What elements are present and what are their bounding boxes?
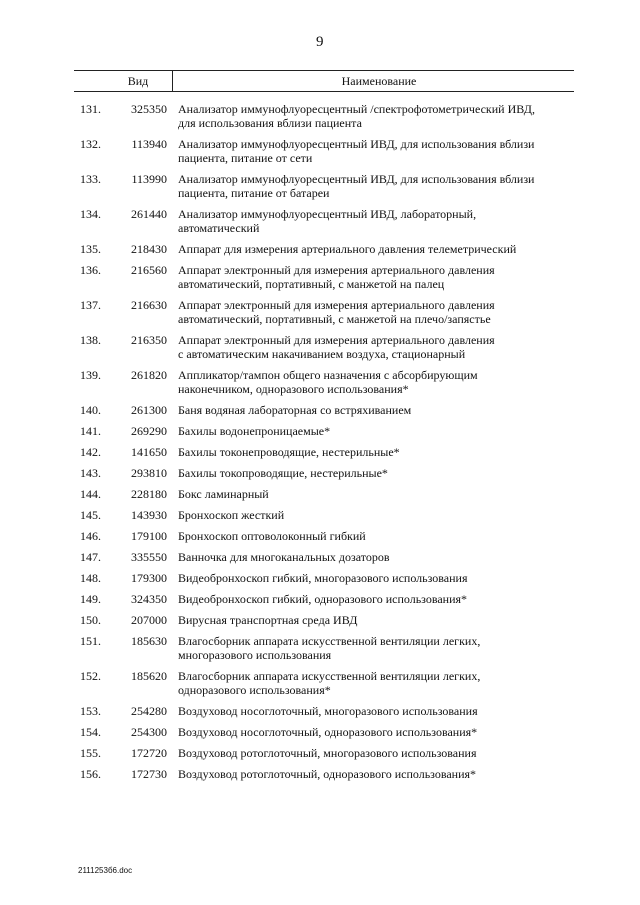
row-code: 216350	[131, 333, 167, 347]
row-name	[178, 669, 573, 697]
row-name	[178, 725, 573, 739]
row-name-line: автоматический, портативный, с манжетой на палец	[178, 277, 445, 291]
row-name-line: Анализатор иммунофлуоресцентный /спектрофотометрический ИВД,	[178, 102, 535, 116]
row-code: 185620	[131, 669, 167, 683]
row-name-line: Аппарат электронный для измерения артериального давления	[178, 298, 495, 312]
row-name-line: Бронхоскоп жесткий	[178, 508, 285, 522]
row-name	[178, 550, 573, 564]
table-header	[74, 70, 574, 92]
row-number: 141.	[80, 424, 101, 438]
row-number: 152.	[80, 669, 101, 683]
row-name-line: Видеобронхоскоп гибкий, многоразового использования	[178, 571, 468, 585]
row-name	[178, 172, 573, 200]
page-number: 9	[316, 34, 324, 50]
table-row	[0, 704, 640, 725]
row-code: 261440	[131, 207, 167, 221]
row-code: 324350	[131, 592, 167, 606]
row-name-line: Анализатор иммунофлуоресцентный ИВД, для использования вблизи	[178, 137, 535, 151]
table-row	[0, 403, 640, 424]
row-name-line: пациента, питание от сети	[178, 151, 313, 165]
row-number: 134.	[80, 207, 101, 221]
row-number: 155.	[80, 746, 101, 760]
table-row	[0, 487, 640, 508]
row-number: 133.	[80, 172, 101, 186]
row-name	[178, 207, 573, 235]
row-number: 149.	[80, 592, 101, 606]
row-code: 335550	[131, 550, 167, 564]
row-code: 207000	[131, 613, 167, 627]
row-code: 216560	[131, 263, 167, 277]
row-name-line: для использования вблизи пациента	[178, 116, 362, 130]
row-name-line: пациента, питание от батареи	[178, 186, 330, 200]
table-body	[0, 102, 640, 788]
row-code: 228180	[131, 487, 167, 501]
row-number: 156.	[80, 767, 101, 781]
row-name	[178, 333, 573, 361]
row-name	[178, 746, 573, 760]
row-name	[178, 368, 573, 396]
row-name-line: Бокс ламинарный	[178, 487, 269, 501]
table-row	[0, 368, 640, 403]
row-name-line: Бронхоскоп оптоволоконный гибкий	[178, 529, 366, 543]
row-code: 254300	[131, 725, 167, 739]
row-name	[178, 137, 573, 165]
table-row	[0, 592, 640, 613]
row-name-line: многоразового использования	[178, 648, 332, 662]
row-name	[178, 487, 573, 501]
row-name	[178, 634, 573, 662]
row-code: 254280	[131, 704, 167, 718]
row-number: 140.	[80, 403, 101, 417]
row-number: 138.	[80, 333, 101, 347]
table-row	[0, 669, 640, 704]
row-name	[178, 298, 573, 326]
table-row	[0, 172, 640, 207]
table-row	[0, 767, 640, 788]
table-row	[0, 445, 640, 466]
row-number: 154.	[80, 725, 101, 739]
table-row	[0, 466, 640, 487]
row-name-line: Аппарат электронный для измерения артериального давления	[178, 333, 495, 347]
row-name-line: Бахилы водонепроницаемые*	[178, 424, 331, 438]
row-name-line: с автоматическим накачиванием воздуха, стационарный	[178, 347, 466, 361]
row-name	[178, 242, 573, 256]
row-code: 261820	[131, 368, 167, 382]
row-name-line: Аппарат для измерения артериального давления телеметрический	[178, 242, 517, 256]
row-name	[178, 466, 573, 480]
header-divider	[172, 71, 173, 91]
row-number: 139.	[80, 368, 101, 382]
row-name-line: автоматический	[178, 221, 260, 235]
header-vid: Вид	[127, 74, 149, 88]
row-name-line: наконечником, одноразового использования*	[178, 382, 409, 396]
table-row	[0, 746, 640, 767]
row-name-line: Воздуховод ротоглоточный, одноразового использования*	[178, 767, 477, 781]
row-code: 172730	[131, 767, 167, 781]
row-number: 143.	[80, 466, 101, 480]
row-number: 142.	[80, 445, 101, 459]
row-name	[178, 571, 573, 585]
row-number: 146.	[80, 529, 101, 543]
table-row	[0, 207, 640, 242]
row-name-line: автоматический, портативный, с манжетой на плечо/запястье	[178, 312, 491, 326]
row-code: 143930	[131, 508, 167, 522]
table-row	[0, 263, 640, 298]
table-row	[0, 550, 640, 571]
row-number: 145.	[80, 508, 101, 522]
table-row	[0, 508, 640, 529]
row-name	[178, 704, 573, 718]
row-number: 150.	[80, 613, 101, 627]
row-name-line: Вирусная транспортная среда ИВД	[178, 613, 358, 627]
table-row	[0, 298, 640, 333]
row-name-line: Баня водяная лабораторная со встряхиванием	[178, 403, 412, 417]
table-row	[0, 102, 640, 137]
header-name: Наименование	[341, 74, 417, 88]
row-name-line: Аппарат электронный для измерения артериального давления	[178, 263, 495, 277]
row-code: 293810	[131, 466, 167, 480]
row-name	[178, 445, 573, 459]
row-name	[178, 613, 573, 627]
row-name-line: Анализатор иммунофлуоресцентный ИВД, для использования вблизи	[178, 172, 535, 186]
table-row	[0, 725, 640, 746]
row-code: 185630	[131, 634, 167, 648]
row-code: 113990	[131, 172, 167, 186]
row-name-line: Бахилы токонепроводящие, нестерильные*	[178, 445, 400, 459]
row-number: 147.	[80, 550, 101, 564]
row-code: 113940	[131, 137, 167, 151]
row-number: 151.	[80, 634, 101, 648]
row-number: 144.	[80, 487, 101, 501]
row-name	[178, 102, 573, 130]
row-number: 135.	[80, 242, 101, 256]
table-row	[0, 634, 640, 669]
row-code: 179300	[131, 571, 167, 585]
row-name-line: Влагосборник аппарата искусственной вентиляции легких,	[178, 669, 481, 683]
row-number: 137.	[80, 298, 101, 312]
row-name	[178, 263, 573, 291]
row-code: 216630	[131, 298, 167, 312]
table-row	[0, 613, 640, 634]
row-number: 136.	[80, 263, 101, 277]
row-name-line: Аппликатор/тампон общего назначения с абсорбирующим	[178, 368, 478, 382]
row-code: 269290	[131, 424, 167, 438]
row-name	[178, 424, 573, 438]
row-number: 148.	[80, 571, 101, 585]
row-name-line: Воздуховод ротоглоточный, многоразового использования	[178, 746, 477, 760]
row-name-line: Воздуховод носоглоточный, многоразового использования	[178, 704, 478, 718]
row-name	[178, 403, 573, 417]
row-code: 179100	[131, 529, 167, 543]
table-row	[0, 242, 640, 263]
table-row	[0, 529, 640, 550]
row-name-line: Бахилы токопроводящие, нестерильные*	[178, 466, 388, 480]
row-name-line: Ванночка для многоканальных дозаторов	[178, 550, 390, 564]
row-code: 141650	[131, 445, 167, 459]
table-row	[0, 571, 640, 592]
row-name	[178, 767, 573, 781]
table-row	[0, 424, 640, 445]
table-row	[0, 333, 640, 368]
document-filename: 2111253б6.doc	[78, 866, 133, 875]
table-row	[0, 137, 640, 172]
row-name-line: одноразового использования*	[178, 683, 331, 697]
row-number: 132.	[80, 137, 101, 151]
row-name-line: Видеобронхоскоп гибкий, одноразового использования*	[178, 592, 468, 606]
row-name	[178, 529, 573, 543]
row-name-line: Анализатор иммунофлуоресцентный ИВД, лабораторный,	[178, 207, 477, 221]
row-name-line: Воздуховод носоглоточный, одноразового использования*	[178, 725, 478, 739]
row-name	[178, 508, 573, 522]
row-number: 131.	[80, 102, 101, 116]
row-code: 261300	[131, 403, 167, 417]
row-code: 218430	[131, 242, 167, 256]
row-name	[178, 592, 573, 606]
row-name-line: Влагосборник аппарата искусственной вентиляции легких,	[178, 634, 481, 648]
row-code: 172720	[131, 746, 167, 760]
row-code: 325350	[131, 102, 167, 116]
row-number: 153.	[80, 704, 101, 718]
